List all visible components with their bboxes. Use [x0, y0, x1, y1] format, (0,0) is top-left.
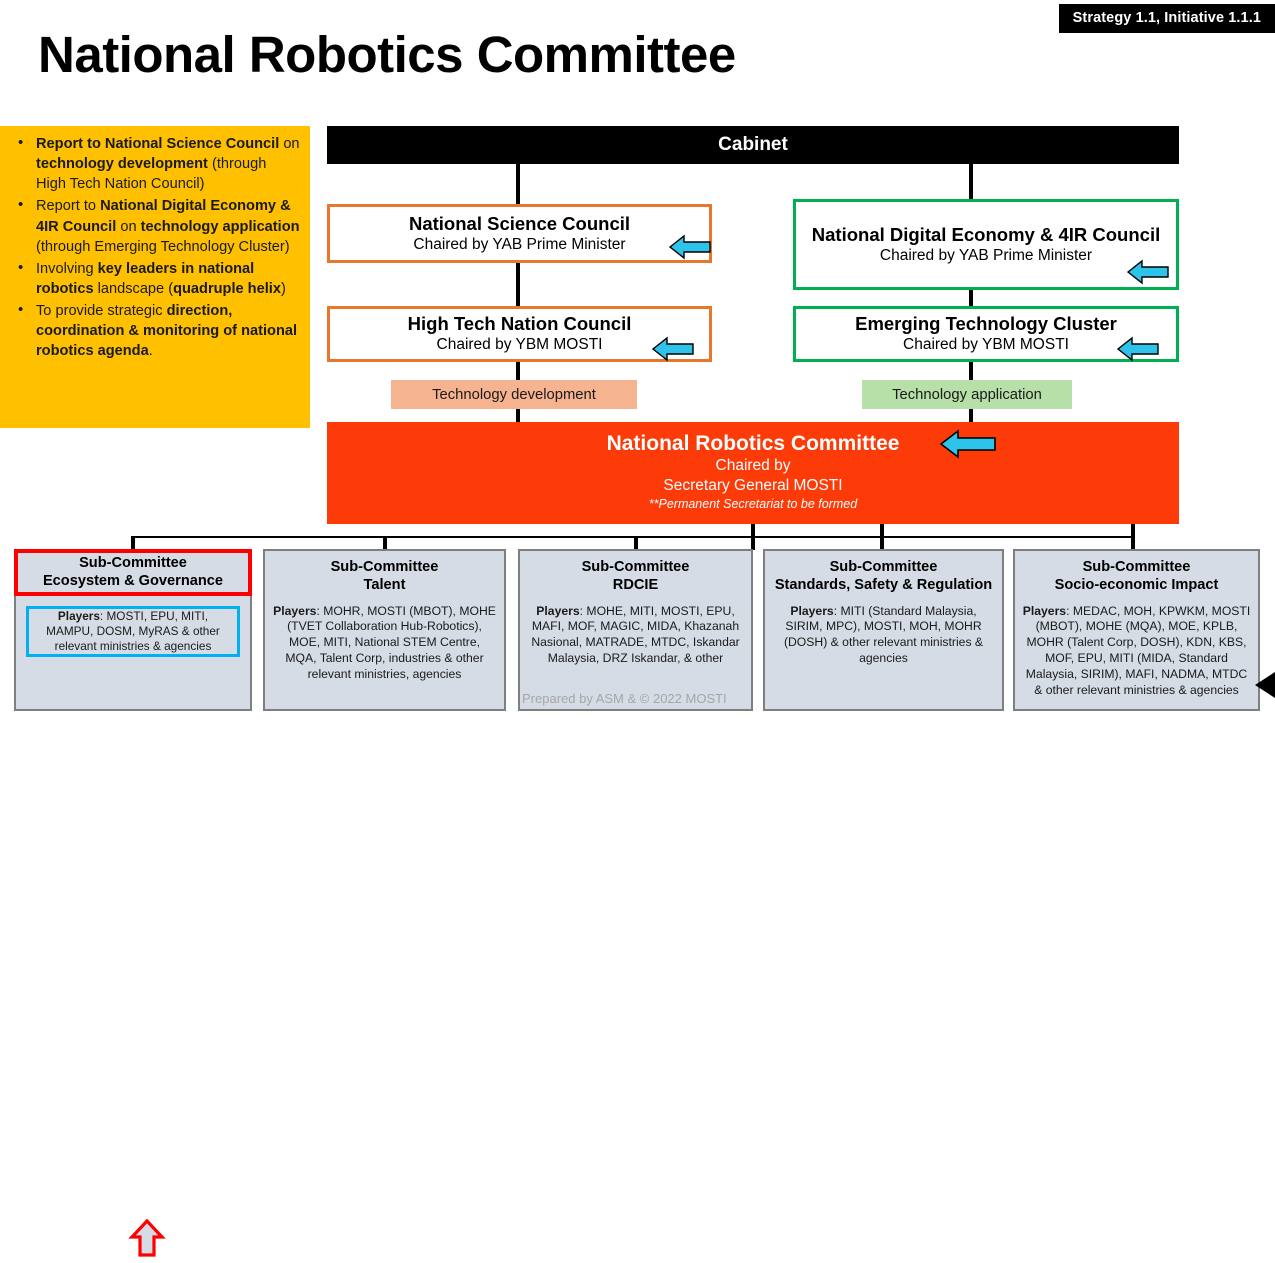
subcommittee-name: Ecosystem & Governance [42, 572, 224, 589]
node-cabinet [327, 126, 1179, 164]
callout-arrow-nsc-icon [668, 234, 712, 265]
list-item: • To provide strategic direction, coordination & monitoring of national robotics agenda. [6, 301, 300, 361]
players-value: : MOSTI, EPU, MITI, MAMPU, DOSM, MyRAS & other relevant ministries & agencies [46, 608, 220, 654]
node-title: Emerging Technology Cluster [855, 313, 1117, 335]
players-value: : MOHE, MITI, MOSTI, EPU, MAFI, MOF, MAGIC, MIDA, Khazanah Nasional, MATRADE, MTDC, Iskandar Malaysia, DRZ Iskandar, & other [531, 603, 740, 666]
connector-subcommittee-bus-right [751, 536, 1133, 538]
connector-nsc-htnc [516, 261, 520, 309]
node-title: National Science Council [408, 212, 631, 234]
players-label: Players [273, 603, 317, 618]
list-item: • Report to National Science Council on technology development (through High Tech Nation Council) [6, 134, 300, 194]
node-subtitle: Chaired by YBM MOSTI [903, 336, 1069, 354]
subcommittee-header [14, 549, 252, 596]
arrow-left-icon [651, 336, 695, 362]
notes-list [6, 134, 300, 361]
subcommittee-players [1022, 604, 1251, 699]
node-title: National Robotics Committee [606, 432, 900, 456]
connector-cabinet-nsc [516, 164, 520, 208]
list-item: • Report to National Digital Economy & 4IR Council on technology application (through Emerging Technology Cluster) [6, 196, 300, 256]
arrow-left-icon [938, 428, 998, 460]
subcommittee-socio-economic-impact [1013, 549, 1260, 711]
subcommittee-label: Sub-Committee [1082, 559, 1191, 575]
callout-arrow-ecosystem-icon [127, 1218, 167, 1263]
players-value: : MOHR, MOSTI (MBOT), MOHE (TVET Collaboration Hub-Robotics), MOE, MITI, National STEM Centre, MQA, Talent Corp, industries & other relevant ministries, agencies [285, 603, 496, 682]
footer-credit: Prepared by ASM & © 2022 MOSTI [522, 691, 727, 706]
connector-ndec-etc [969, 288, 973, 308]
players-value: : MITI (Standard Malaysia, SIRIM, MPC), MOSTI, MOH, MOHR (DOSH) & other relevant ministries & agencies [783, 603, 984, 666]
players-label: Players [1022, 603, 1067, 618]
node-subtitle: Chaired by YAB Prime Minister [879, 246, 1093, 264]
subcommittee-players [272, 604, 497, 683]
players-value: : MEDAC, MOH, KPWKM, MOSTI (MBOT), MOHE (MQA), MOE, KPLB, MOHR (Talent Corp, DOSH), KDN, KBS, MOF, EPU, MITI (MIDA, Standard Malaysia, SIRIM), MAFI, NADMA, MTDC & other relevant ministries & agencies [1025, 603, 1251, 697]
callout-arrow-etc-icon [1116, 336, 1160, 367]
subcommittee-label: Sub-Committee [581, 559, 690, 575]
arrow-left-icon [1126, 259, 1170, 285]
subcommittee-label: Sub-Committee [79, 554, 187, 571]
subcommittee-rdcie [518, 549, 753, 711]
arrow-left-icon [668, 234, 712, 260]
players-label: Players [57, 608, 100, 623]
node-title: National Digital Economy & 4IR Council [811, 223, 1161, 245]
node-national-digital-economy-4ir-council [793, 199, 1179, 290]
callout-arrow-htnc-icon [651, 336, 695, 367]
list-item: • Involving key leaders in national robotics landscape (quadruple helix) [6, 259, 300, 299]
subcommittee-name: Talent [363, 576, 406, 593]
players-label: Players [790, 603, 834, 618]
subcommittee-talent [263, 549, 506, 711]
label-technology-development: Technology development [391, 380, 637, 409]
node-subtitle: Chaired by YAB Prime Minister [413, 235, 626, 253]
subcommittee-name: RDCIE [612, 576, 659, 593]
page-title: National Robotics Committee [38, 26, 736, 83]
subcommittee-players [772, 604, 995, 667]
callout-arrow-ndec-icon [1126, 259, 1170, 290]
subcommittee-ecosystem-governance [14, 549, 252, 711]
node-cabinet-label: Cabinet [718, 134, 788, 155]
node-line2: Chaired by [715, 457, 791, 475]
next-slide-arrow-icon[interactable] [1255, 672, 1275, 698]
arrow-up-icon [127, 1218, 167, 1258]
subcommittee-name: Socio-economic Impact [1054, 576, 1219, 593]
node-subtitle: Chaired by YBM MOSTI [436, 336, 603, 354]
players-label: Players [536, 603, 580, 618]
connector-subcommittee-bus [131, 536, 755, 538]
subcommittee-players-box [26, 606, 240, 657]
subcommittee-name: Standards, Safety & Regulation [774, 576, 993, 593]
connector-cabinet-ndec [969, 164, 973, 204]
connector-bus-sub2 [383, 536, 387, 550]
status-badge: Strategy 1.1, Initiative 1.1.1 [1059, 4, 1275, 33]
node-title: High Tech Nation Council [407, 313, 632, 335]
subcommittee-players [527, 604, 744, 667]
subcommittee-label: Sub-Committee [330, 559, 439, 575]
subcommittee-standards-safety-regulation [763, 549, 1004, 711]
arrow-left-icon [1116, 336, 1160, 362]
node-line3: Secretary General MOSTI [663, 477, 843, 495]
notes-panel [0, 126, 310, 428]
subcommittee-players [33, 609, 233, 655]
subcommittee-label: Sub-Committee [829, 559, 938, 575]
connector-bus-sub3 [634, 536, 638, 550]
node-national-science-council [327, 204, 712, 263]
connector-bus-sub1 [131, 536, 135, 550]
label-technology-application: Technology application [862, 380, 1072, 409]
callout-arrow-nrc-icon [938, 428, 998, 465]
node-footnote: **Permanent Secretariat to be formed [648, 497, 858, 512]
node-national-robotics-committee [327, 422, 1179, 524]
